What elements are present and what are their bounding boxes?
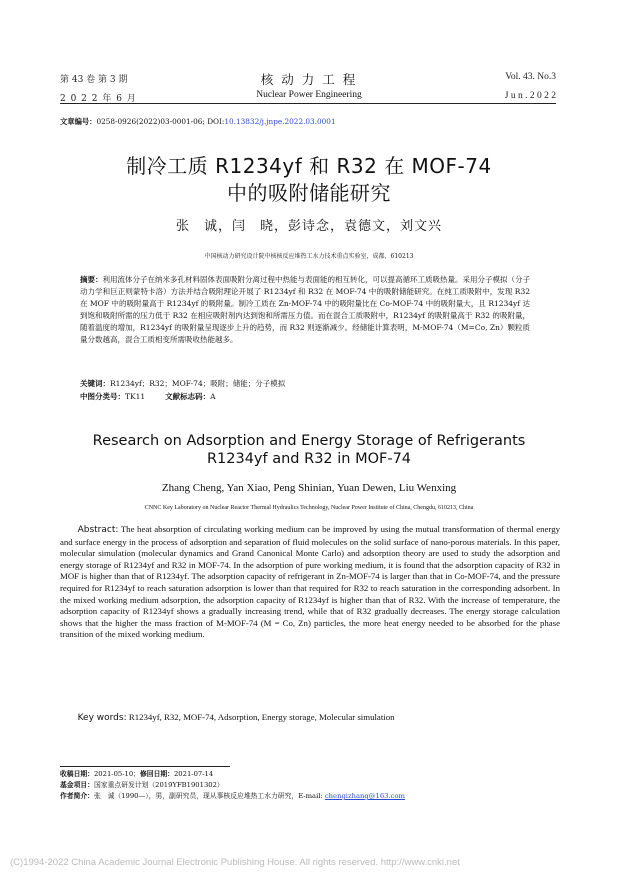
header-journal-zh: 核 动 力 工 程 <box>260 72 358 87</box>
header-date-en: J u n . 2 0 2 2 <box>504 91 556 101</box>
affiliation-zh: 中国核动力研究设计院中核核反应堆热工水力技术重点实验室，成都，610213 <box>204 253 414 260</box>
keywords-zh-text: R1234yf；R32；MOF-74；吸附；储能；分子模拟 <box>110 379 286 388</box>
abstract-en-text: The heat absorption of circulating working medium can be improved by using the mutual transformation of thermal energy and surface energy in the process of adsorption and separation of fluid molecules on the solid surface of nano-porous materials. In this paper, molecular simulation (molecular dynamics and Grand Canonical Monte Carlo) and adsorption theory are used to study the adsorption and energy storage of R1234yf and R32 in MOF-74. In the adsorption of pure working medium, it is found that the adsorption capacity of R32 in MOF is higher than that of R1234yf. The adsorption capacity of refrigerant in Zn-MOF-74 is larger than that in Co-MOF-74, and the pressure required for R1234yf to reach saturation adsorption is lower than that required for R32 to reach saturation in the corresponding adsorbent. In the mixed working medium adsorption, the adsorption capacity of R1234yf is higher than that of R32. With the increase of temperature, the adsorption capacity of R1234yf shows a gradually increasing trend, while that of R32 gradually decreases. The energy storage calculation shows that the higher the mass fraction of M-MOF-74 (M = Co, Zn) particles, the more heat energy needed to be absorbed for the phase transition of the mixed working medium. <box>60 524 560 640</box>
article-id-value: 0258-0926(2022)03-0001-06; DOI: <box>96 117 225 126</box>
abstract-zh-text: 利用流体分子在纳米多孔材料固体表面吸附分离过程中热能与表面能的相互转化，可以提高循环工质吸热量。采用分子模拟（分子动力学和巨正则蒙特卡洛）方法并结合吸附理论开展了 R1234yf 和 R32 在 MOF-74 中的吸附储能研究。在纯工质吸附中，发现 R32 在 MOF 中的吸附量高于 R1234yf 的吸附量。制冷工质在 Zn-MOF-74 中的吸附量比在 Co-MOF-74 中的吸附量大，且 R1234yf 达到饱和吸附所需的压力低于 R32 在相应吸附剂内达到饱和所需压力值。而在混合工质吸附中，R1234yf 的吸附量高于 R32 的吸附量，随着温度的增加，R1234yf 的吸附量呈现逐步上升的趋势，而 R32 则逐渐减少。经储能计算表明，M-MOF-74（M=Co, Zn）颗粒质量分数越高，混合工质相变所需吸收热能越多。 <box>80 275 530 344</box>
authors-zh: 张 诚，闫 晓，彭诗念，袁德文，刘文兴 <box>175 219 442 234</box>
footnotes <box>60 769 560 802</box>
clc-value: TK11 <box>125 392 146 401</box>
clc-label: 中图分类号： <box>80 392 125 401</box>
keywords-zh-label: 关键词： <box>80 379 110 388</box>
header-volume-en: Vol. 43. No.3 <box>505 72 556 82</box>
abstract-en-label: Abstract: <box>77 525 119 535</box>
doc-code-label: 文献标志码： <box>165 392 211 401</box>
doc-code-value: A <box>210 392 216 401</box>
header-journal-en: Nuclear Power Engineering <box>256 90 362 100</box>
title-en-line1: Research on Adsorption and Energy Storage of Refrigerants <box>92 433 526 449</box>
keywords-zh <box>80 378 530 390</box>
title-zh-line1: 制冷工质 R1234yf 和 R32 在 MOF-74 <box>126 154 492 178</box>
author-email-link[interactable]: chengizhang@163.com <box>324 792 405 800</box>
copyright-line: (C)1994-2022 China Academic Journal Electronic Publishing House. All rights reserved. http://www.cnki.net <box>10 857 460 868</box>
abstract-zh-label: 摘要： <box>80 275 103 284</box>
fund-value: 国家重点研发计划（2019YFB1901302） <box>93 781 224 789</box>
article-id <box>60 117 336 127</box>
footnote-received <box>60 769 560 780</box>
affiliation-en: CNNC Key Laboratory on Nuclear Reactor Thermal Hydraulics Technology, Nuclear Power Institute of China, Chengdu, 610213, China <box>144 505 474 511</box>
header-volume-zh: 第 43 卷 第 3 期 <box>60 75 128 85</box>
keywords-en-label: Key words: <box>77 713 127 723</box>
fund-label: 基金项目： <box>60 781 94 789</box>
keywords-en <box>60 712 560 725</box>
title-en-line2: R1234yf and R32 in MOF-74 <box>206 451 412 467</box>
classification-zh <box>80 391 530 403</box>
header-date-zh: 2 0 2 2 年 6 月 <box>60 94 137 104</box>
author-bio-value: 张 诚（1990—），男，副研究员，现从事核反应堆热工水力研究，E-mail: <box>93 792 325 800</box>
doi-link[interactable]: 10.13832/j.jnpe.2022.03.0001 <box>224 117 336 126</box>
footnote-rule <box>60 766 230 767</box>
author-bio-label: 作者简介： <box>60 792 94 800</box>
authors-en: Zhang Cheng, Yan Xiao, Peng Shinian, Yuan Dewen, Liu Wenxing <box>161 482 457 494</box>
abstract-zh <box>80 274 530 346</box>
revised-label: 修回日期： <box>139 770 174 778</box>
footnote-fund <box>60 780 560 791</box>
header-rule <box>60 103 556 104</box>
article-id-label: 文章编号： <box>60 117 97 126</box>
received-value: 2021-05-10； <box>93 770 140 778</box>
footnote-author <box>60 791 560 802</box>
abstract-en <box>60 524 560 641</box>
keywords-en-text: R1234yf, R32, MOF-74, Adsorption, Energy storage, Molecular simulation <box>128 712 395 722</box>
title-zh-line2: 中的吸附储能研究 <box>227 181 391 205</box>
revised-value: 2021-07-14 <box>173 770 214 778</box>
received-label: 收稿日期： <box>60 770 94 778</box>
